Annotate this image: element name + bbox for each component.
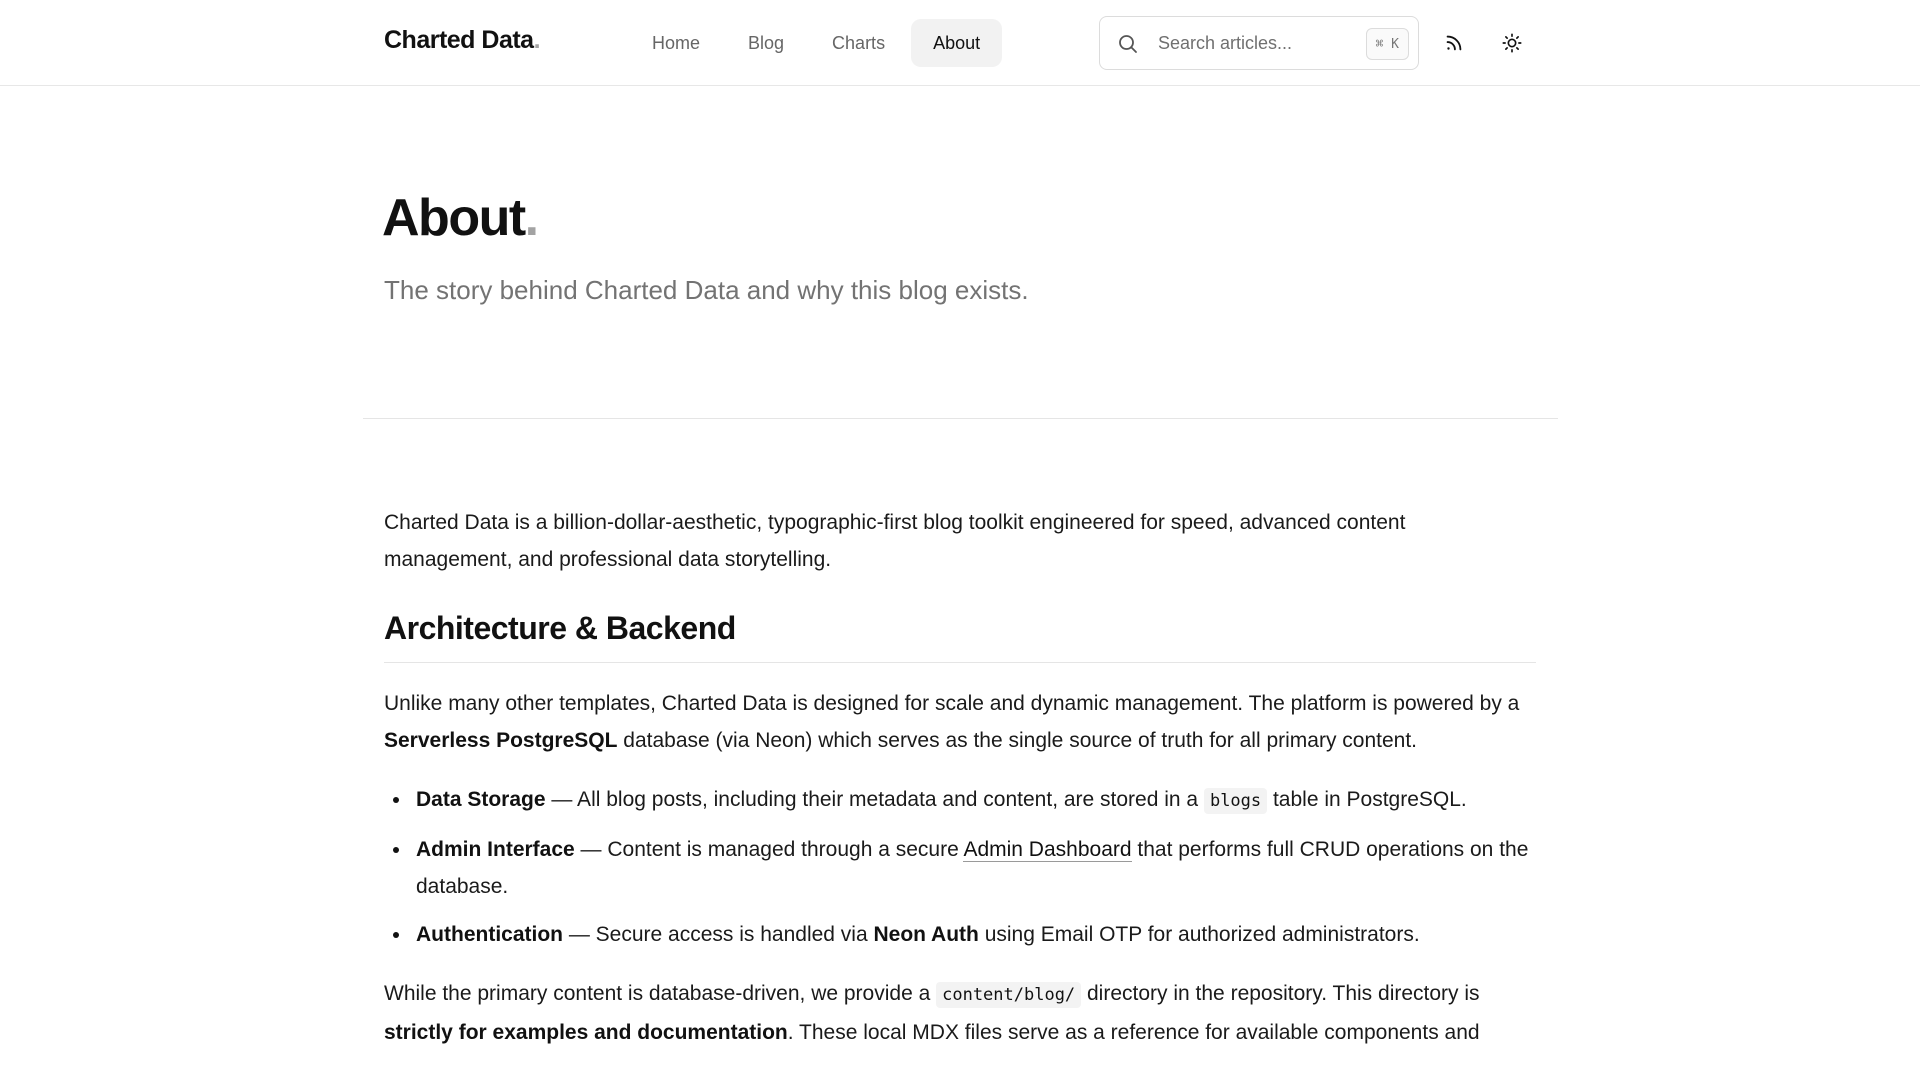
text-span: directory in the repository. This directory is	[1081, 982, 1480, 1005]
nav-charts[interactable]: Charts	[832, 32, 886, 53]
logo-text: Charted Data	[384, 26, 534, 54]
text-span: — Secure access is handled via	[563, 923, 874, 946]
sun-icon	[1501, 32, 1523, 54]
list-item	[384, 781, 1536, 820]
text-span: Unlike many other templates, Charted Data is designed for scale and dynamic management. The platform is powered by a	[384, 692, 1520, 715]
inline-code: content/blog/	[936, 982, 1081, 1008]
page-subtitle: The story behind Charted Data and why this blog exists.	[384, 275, 1029, 305]
page-title-dot: .	[524, 189, 538, 247]
hero-divider	[363, 418, 1558, 419]
site-logo[interactable]	[384, 26, 540, 55]
architecture-paragraph	[384, 685, 1536, 759]
rss-button[interactable]	[1438, 27, 1470, 59]
nav-blog[interactable]: Blog	[748, 32, 785, 53]
feature-list	[384, 781, 1536, 953]
text-span: — Content is managed through a secure	[574, 838, 964, 861]
text-span: table in PostgreSQL.	[1267, 788, 1467, 811]
search-shortcut-badge: ⌘ K	[1366, 28, 1409, 60]
rss-icon	[1443, 32, 1465, 54]
text-span: — All blog posts, including their metadata and content, are stored in a	[545, 788, 1204, 811]
text-span: that performs full CRUD operations on the database.	[416, 838, 1529, 898]
search-input[interactable]	[1158, 17, 1358, 69]
text-span: database (via Neon) which serves as the single source of truth for all primary content.	[617, 729, 1418, 752]
strong-text: strictly for examples and documentation	[384, 1021, 788, 1044]
list-item	[384, 831, 1536, 905]
theme-toggle-button[interactable]	[1496, 27, 1528, 59]
search-icon	[1116, 32, 1140, 56]
inline-code: blogs	[1204, 788, 1267, 814]
list-item	[384, 916, 1536, 953]
strong-text: Serverless PostgreSQL	[384, 729, 618, 752]
text-span: While the primary content is database-driven, we provide a	[384, 982, 937, 1005]
strong-text: Data Storage	[416, 788, 546, 811]
nav-about[interactable]: About	[911, 19, 1002, 67]
nav-home[interactable]: Home	[652, 32, 701, 53]
article-body	[384, 504, 1536, 1073]
examples-paragraph	[384, 975, 1536, 1051]
text-span: . These local MDX files serve as a reference for available components and	[787, 1021, 1480, 1044]
page-title-text: About	[382, 189, 525, 247]
text-span: using Email OTP for authorized administrators.	[978, 923, 1420, 946]
site-header	[0, 0, 1920, 86]
page-title	[382, 186, 538, 250]
admin-dashboard-link[interactable]: Admin Dashboard	[963, 838, 1132, 861]
search-box[interactable]	[1099, 16, 1419, 70]
main-nav	[630, 19, 1002, 67]
strong-text: Neon Auth	[873, 923, 979, 946]
logo-dot: .	[533, 26, 541, 54]
intro-paragraph: Charted Data is a billion-dollar-aesthetic, typographic-first blog toolkit engineered for speed, advanced content management, and professional data storytelling.	[384, 511, 1406, 571]
section-heading: Architecture & Backend	[384, 606, 1536, 663]
strong-text: Admin Interface	[416, 838, 575, 861]
strong-text: Authentication	[416, 923, 563, 946]
